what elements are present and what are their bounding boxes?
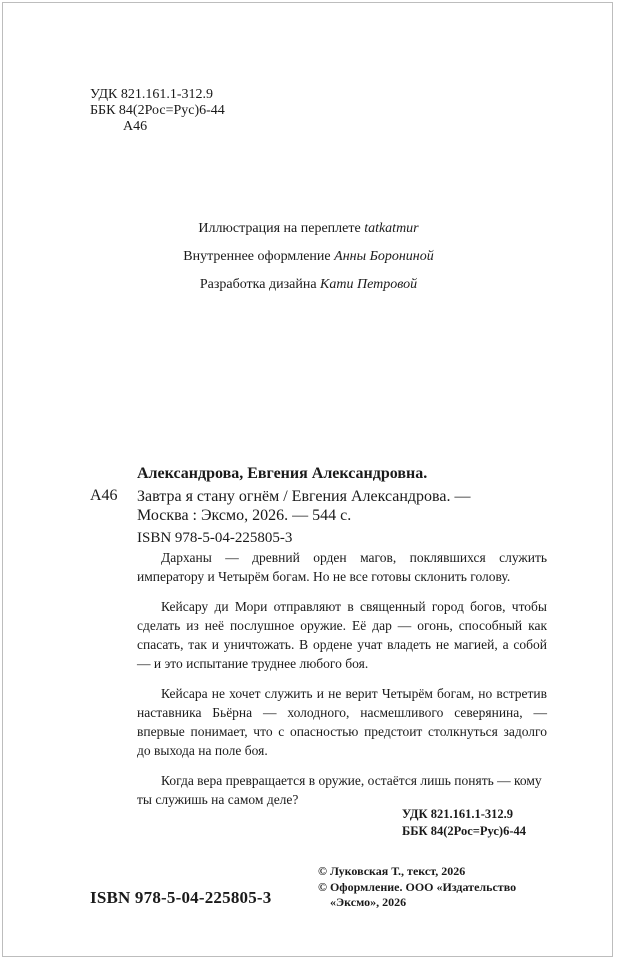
credit-illustration bbox=[0, 216, 617, 244]
isbn-bottom: ISBN 978-5-04-225805-3 bbox=[90, 888, 272, 907]
annotation bbox=[137, 548, 547, 820]
annotation-paragraph: Дарханы — древний орден магов, поклявшихся служить императору и Четырём богам. Но не все готовы склонить голову. bbox=[137, 550, 547, 584]
author-sign-left: А46 bbox=[90, 487, 118, 504]
credit-label: Разработка дизайна bbox=[199, 277, 317, 292]
bbk-code: ББК 84(2Рос=Рус)6-44 bbox=[90, 103, 225, 118]
annotation-paragraph: Кейсара не хочет служить и не верит Четырём богам, но встретив наставника Бьёрна — холодного, насмешливого северянина, — впервые понимает, что с опасностью предстоит столкнуться задолго до выхода на поле боя. bbox=[137, 686, 547, 758]
copyright-text: © Луковская Т., текст, 2026 bbox=[318, 864, 466, 878]
annotation-paragraph: Кейсару ди Мори отправляют в священный город богов, чтобы сделать из неё послушное оружие. Её дар — огонь, способный как спасать, так и уничтожать. В ордене учат владеть не магией, а собой — и это испытание труднее любого боя. bbox=[137, 599, 547, 671]
copyright-publisher: «Эксмо», 2026 bbox=[330, 895, 407, 909]
title-line-1: Завтра я стану огнём / Евгения Александрова. — bbox=[137, 488, 471, 505]
udk-code-bottom: УДК 821.161.1-312.9 bbox=[402, 807, 513, 821]
classification-block-top bbox=[90, 87, 225, 135]
copyright-block bbox=[318, 864, 516, 911]
bbk-code-bottom: ББК 84(2Рос=Рус)6-44 bbox=[402, 824, 526, 838]
credit-layout bbox=[0, 244, 617, 272]
credit-design bbox=[0, 272, 617, 300]
credit-name: tatkatmur bbox=[364, 221, 419, 236]
credit-name: Анны Борониной bbox=[334, 249, 434, 264]
credit-label: Внутреннее оформление bbox=[183, 249, 331, 264]
credits-block bbox=[0, 216, 617, 300]
isbn-line: ISBN 978-5-04-225805-3 bbox=[137, 530, 293, 546]
credit-name: Кати Петровой bbox=[320, 277, 418, 292]
annotation-paragraph: Когда вера превращается в оружие, остаётся лишь понять — кому ты служишь на самом деле? bbox=[137, 773, 542, 807]
classification-block-bottom bbox=[402, 806, 526, 840]
author-heading: Александрова, Евгения Александровна. bbox=[137, 465, 428, 482]
copyright-design: © Оформление. ООО «Издательство bbox=[318, 879, 517, 894]
credit-label: Иллюстрация на переплете bbox=[198, 221, 361, 236]
author-sign: А46 bbox=[123, 119, 148, 134]
title-line-2: Москва : Эксмо, 2026. — 544 с. bbox=[137, 507, 352, 524]
udk-code: УДК 821.161.1-312.9 bbox=[90, 87, 214, 102]
bibliographic-description bbox=[137, 487, 471, 525]
